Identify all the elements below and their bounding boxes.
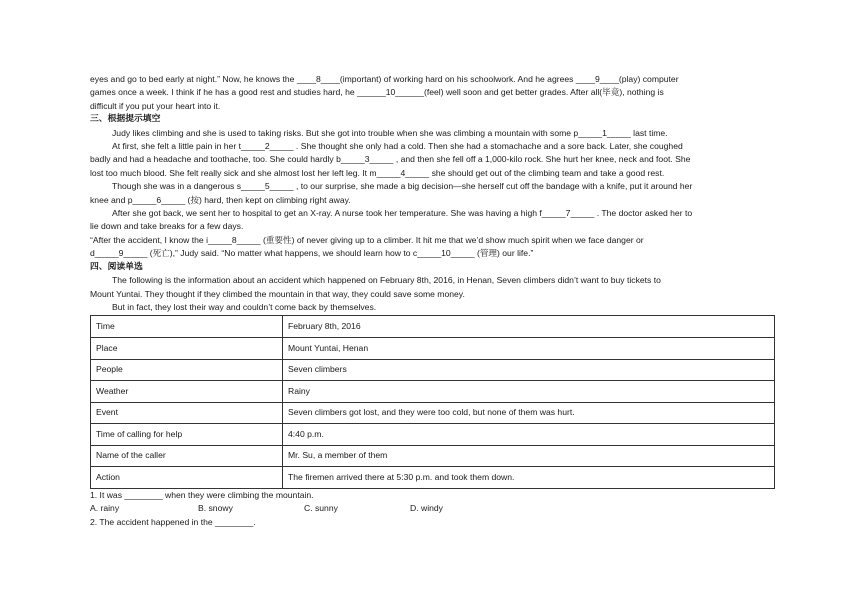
passage-line (90, 167, 775, 180)
blank-10: _____10_____ (417, 248, 475, 259)
table-key: Time of calling for help (91, 424, 283, 446)
section-4-heading: 四、阅读单选 (90, 261, 143, 272)
blank-10: ______10______ (357, 87, 424, 98)
table-row (91, 445, 775, 467)
accident-info-table (90, 315, 775, 489)
text: last time. (630, 127, 668, 138)
passage-line: lie down and take breaks for a few days. (90, 221, 244, 232)
table-value: Seven climbers (283, 359, 775, 381)
blank-9: ____9____ (575, 74, 619, 84)
text: (play) computer (618, 74, 679, 84)
table-value: Mr. Su, a member of them (283, 445, 775, 467)
worksheet-content (90, 73, 775, 529)
text: badly and had a headache and toothache, too. She could hardly b (90, 154, 341, 165)
text: , and then she fell off a 1,000-kilo rock. She hurt her knee, neck and foot. She (393, 154, 691, 165)
passage-line (90, 247, 775, 260)
text: (重要性) of never giving up to a climber. It hit me that we’d show much spirit when we face danger or (260, 234, 644, 245)
text: (important) of working hard on his schoolwork. And he agrees (339, 74, 576, 84)
section-3-heading: 三、根据提示填空 (90, 114, 161, 125)
text: lost too much blood. She felt really sick and she almost lost her left leg. It m (90, 167, 377, 178)
text: At first, she felt a little pain in her t (112, 141, 241, 152)
text: (管理) our life.” (474, 248, 534, 259)
passage-line (90, 140, 775, 153)
table-key: Action (91, 467, 283, 489)
blank-6: _____6_____ (132, 194, 186, 205)
table-key: Event (91, 402, 283, 424)
question-1: 1. It was ________ when they were climbing the mountain. (90, 490, 314, 501)
text: . She thought she only had a cold. Then she had a stomachache and a sore back. Later, she coughed (293, 141, 683, 152)
question-1-options (90, 502, 775, 515)
text: d (90, 248, 95, 259)
table-value: February 8th, 2016 (283, 316, 775, 338)
blank-2: _____2_____ (240, 141, 294, 152)
passage-line (90, 194, 775, 207)
table-key: Weather (91, 381, 283, 403)
text: . The doctor asked her to (594, 208, 693, 219)
table-value: The firemen arrived there at 5:30 p.m. and took them down. (283, 467, 775, 489)
text: Though she was in a dangerous s (112, 181, 241, 192)
blank-8: ____8____ (296, 74, 340, 84)
text: “After the accident, I know the i (90, 234, 208, 245)
blank-3: _____3_____ (340, 154, 394, 165)
table-row (91, 424, 775, 446)
text: (feel) well soon and get better grades. After all(毕竟), nothing is (423, 87, 664, 98)
text: , to our surprise, she made a big decision—she herself cut off the bandage with a knife, put it around her (293, 181, 693, 192)
passage-line (90, 127, 775, 140)
table-value: Mount Yuntai, Henan (283, 337, 775, 359)
text: games once a week. I think if he has a good rest and studies hard, he (90, 87, 358, 98)
passage-line (90, 73, 775, 86)
text: Judy likes climbing and she is used to taking risks. But she got into trouble when she was climbing a mountain with some p (112, 127, 579, 138)
table-row (91, 467, 775, 489)
table-key: Time (91, 316, 283, 338)
blank-7: _____7_____ (541, 208, 595, 219)
passage-line: difficult if you put your heart into it. (90, 100, 221, 111)
passage-line (90, 234, 775, 247)
intro-line: But in fact, they lost their way and couldn’t come back by themselves. (112, 301, 377, 312)
blank-4: _____4_____ (376, 167, 430, 178)
passage-line (90, 180, 775, 193)
option-c[interactable]: C. sunny (304, 503, 338, 514)
table-key: Name of the caller (91, 445, 283, 467)
table-row (91, 402, 775, 424)
text: (死亡),” Judy said. “No matter what happens, we should learn how to c (147, 248, 418, 259)
table-row (91, 316, 775, 338)
blank-9: _____9_____ (94, 248, 148, 259)
text: After she got back, we sent her to hospital to get an X-ray. A nurse took her temperature. She was having a high f (112, 208, 542, 219)
intro-line: The following is the information about an accident which happened on February 8th, 2016, in Henan, Seven climbers didn’t want to buy tickets to (112, 275, 661, 286)
passage-line (90, 86, 775, 99)
passage-line (90, 207, 775, 220)
question-2: 2. The accident happened in the ________. (90, 516, 256, 527)
table-row (91, 381, 775, 403)
blank-1: _____1_____ (578, 127, 631, 138)
table-key: Place (91, 337, 283, 359)
option-b[interactable]: B. snowy (198, 503, 233, 514)
intro-line: Mount Yuntai. They thought if they climbed the mountain in that way, they could save some money. (90, 288, 465, 299)
text: (按) hard, then kept on climbing right away. (185, 194, 351, 205)
option-d[interactable]: D. windy (410, 503, 443, 514)
blank-8: _____8_____ (207, 234, 261, 245)
table-key: People (91, 359, 283, 381)
option-a[interactable]: A. rainy (90, 503, 120, 514)
table-row (91, 359, 775, 381)
table-value: Seven climbers got lost, and they were too cold, but none of them was hurt. (283, 402, 775, 424)
passage-line (90, 153, 775, 166)
text: eyes and go to bed early at night.” Now, he knows the (90, 74, 297, 84)
text: she should get out of the climbing team and take a good rest. (429, 167, 665, 178)
table-value: Rainy (283, 381, 775, 403)
table-row (91, 337, 775, 359)
text: knee and p (90, 194, 133, 205)
table-value: 4:40 p.m. (283, 424, 775, 446)
blank-5: _____5_____ (241, 181, 294, 192)
